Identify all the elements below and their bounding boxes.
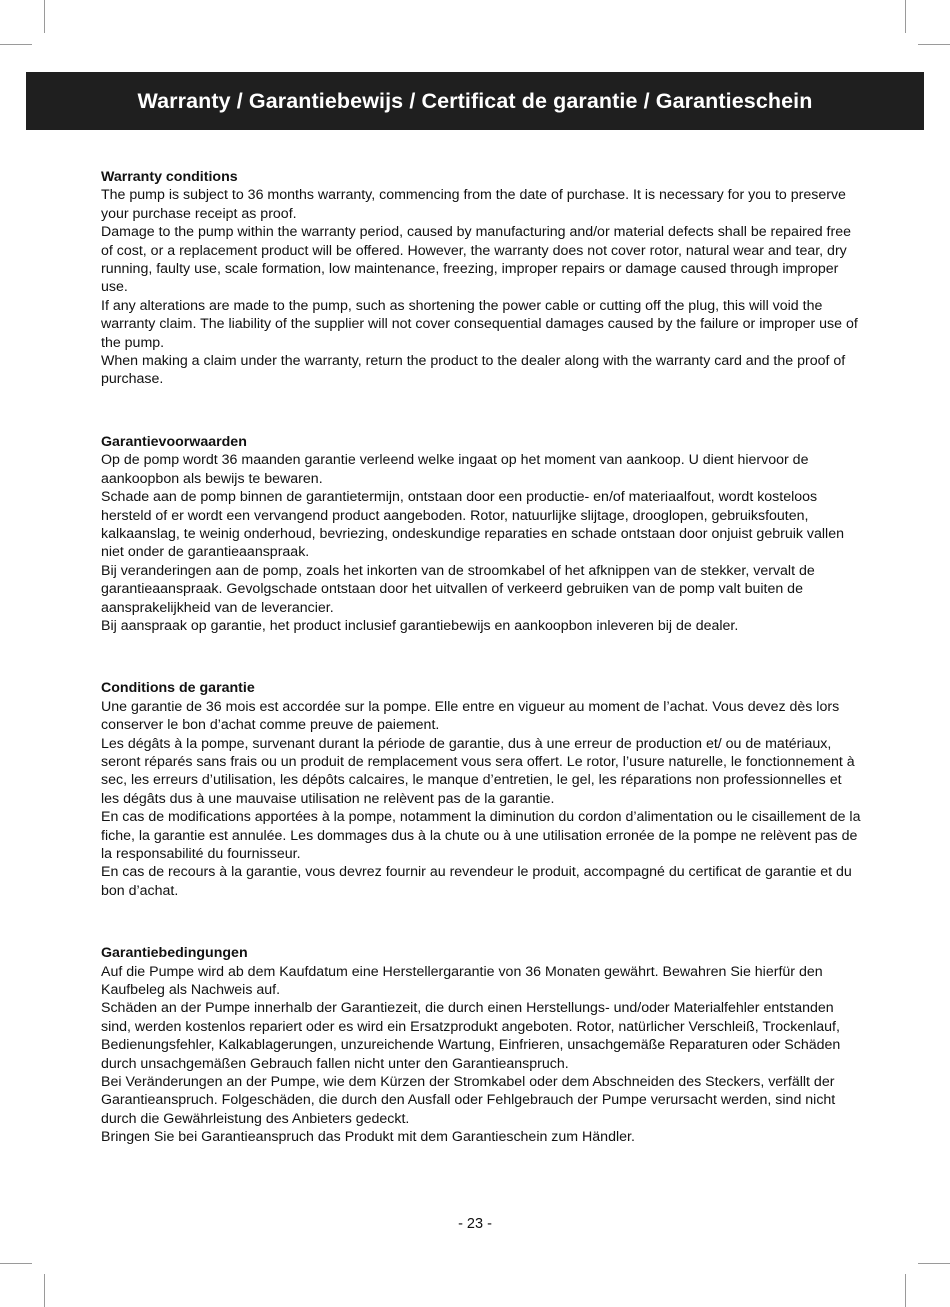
page-number: - 23 - [458,1216,492,1232]
paragraph: The pump is subject to 36 months warranty, commencing from the date of purchase. It is necessary for you to preserve your purchase receipt as proof. [101,187,846,222]
crop-mark [905,1274,906,1307]
page-title: Warranty / Garantiebewijs / Certificat de garantie / Garantieschein [137,88,813,113]
paragraph: Une garantie de 36 mois est accordée sur la pompe. Elle entre en vigueur au moment de l’achat. Vous devez dès lors conserver le bon d’achat comme preuve de paiement. [101,698,840,734]
paragraph: En cas de modifications apportées à la pompe, notamment la diminution du cordon d’alimentation ou le cisaillement de la fiche, la garantie est annulée. Les dommages dus à la chute ou à une utilisation erronée de la pompe ne relèvent pas de la responsabilité du fournisseur. [101,809,861,862]
section-heading: Warranty conditions [101,169,238,185]
paragraph: Auf die Pumpe wird ab dem Kaufdatum eine Herstellergarantie von 36 Monaten gewährt. Bewahren Sie hierfür den Kaufbeleg als Nachweis auf. [101,963,823,999]
paragraph: Les dégâts à la pompe, survenant durant la période de garantie, dus à une erreur de production et/ ou de matériaux, seront réparés sans frais ou un produit de remplacement vous sera offert. Le rotor, l’usure naturelle, le fonctionnement à sec, les erreurs d’utilisation, les dépôts calcaires, le manque d’entretien, le gel, les réparations non professionnelles et les dégâts dus à une mauvaise utilisation ne relèvent pas de la garantie. [101,735,855,807]
document-body [101,168,861,1147]
title-bar [26,72,924,130]
paragraph: Bei Veränderungen an der Pumpe, wie dem Kürzen der Stromkabel oder dem Abschneiden des Steckers, verfällt der Garantieanspruch. Folgeschäden, die durch den Ausfall oder Fehlgebrauch der Pumpe verursacht werden, sind nicht durch die Gewährleistung des Anbieters gedeckt. [101,1074,836,1127]
section-heading: Conditions de garantie [101,680,255,697]
section-heading: Garantievoorwaarden [101,433,247,450]
crop-mark [0,1263,32,1264]
section-conditions-de-garantie [101,679,861,900]
paragraph: Bij aanspraak op garantie, het product inclusief garantiebewijs en aankoopbon inleveren bij de dealer. [101,617,739,634]
paragraph: Op de pomp wordt 36 maanden garantie verleend welke ingaat op het moment van aankoop. U dient hiervoor de aankoopbon als bewijs te bewaren. [101,452,809,487]
crop-mark [44,1274,45,1307]
paragraph: Schäden an der Pumpe innerhalb der Garantiezeit, die durch einen Herstellungs- und/oder Materialfehler entstanden sind, werden kostenlos repariert oder es wird ein Ersatzprodukt angeboten. Rotor, natürlicher Verschleiß, Trockenlauf, Bedienungsfehler, Kalkablagerungen, unzureichende Wartung, Einfrieren, unsachgemäße Reparaturen oder Schäden durch unsachgemäßen Gebrauch fallen nicht unter den Garantieanspruch. [101,1000,841,1072]
section-garantiebedingungen [101,944,861,1146]
paragraph: En cas de recours à la garantie, vous devrez fournir au revendeur le produit, accompagné du certificat de garantie et du bon d’achat. [101,864,852,899]
crop-mark [905,0,906,33]
paragraph: Bij veranderingen aan de pomp, zoals het inkorten van de stroomkabel of het afknippen van de stekker, vervalt de garantieaanspraak. Gevolgschade ontstaan door het uitvallen of verkeerd gebruiken van de pomp valt buiten de aansprakelijkheid van de leverancier. [101,562,815,616]
crop-mark [44,0,45,33]
paragraph: If any alterations are made to the pump, such as shortening the power cable or cutting off the plug, this will void the warranty claim. The liability of the supplier will not cover consequential damages caused by the failure or improper use of the pump. [101,297,858,351]
paragraph: When making a claim under the warranty, return the product to the dealer along with the warranty card and the proof of purchase. [101,353,846,388]
section-garantievoorwaarden [101,433,861,635]
section-warranty-conditions [101,168,861,389]
paragraph: Damage to the pump within the warranty period, caused by manufacturing and/or material defects shall be repaired free of cost, or a replacement product will be offered. However, the warranty does not cover rotor, natural wear and tear, dry running, faulty use, scale formation, low maintenance, freezing, improper repairs or damage caused through improper use. [101,224,851,296]
paragraph: Schade aan de pomp binnen de garantietermijn, ontstaan door een productie- en/of materiaalfout, wordt kosteloos hersteld of er wordt een vervangend product aangeboden. Rotor, natuurlijke slijtage, drooglopen, gebruiksfouten, kalkaanslag, te weinig onderhoud, bevriezing, ondeskundige reparaties en schade ontstaan door onjuist gebruik vallen niet onder de garantieaanspraak. [101,489,844,561]
paragraph: Bringen Sie bei Garantieanspruch das Produkt mit dem Garantieschein zum Händler. [101,1129,635,1146]
crop-mark [918,1263,950,1264]
crop-mark [0,44,32,45]
crop-mark [918,44,950,45]
section-heading: Garantiebedingungen [101,945,248,962]
